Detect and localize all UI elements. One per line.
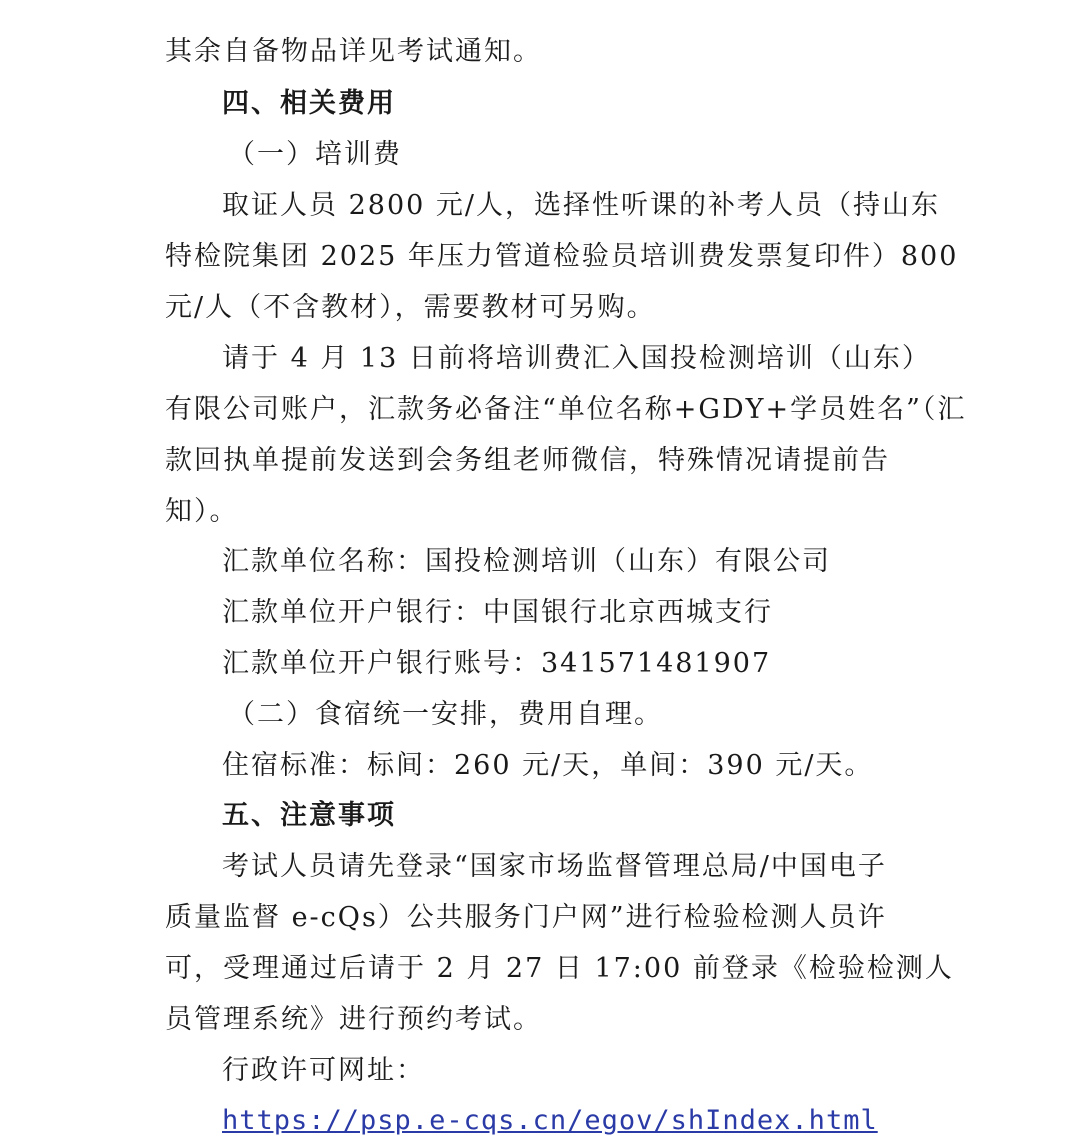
text-line-notes-4: 员管理系统》进行预约考试。 bbox=[165, 1004, 542, 1035]
text-line-payee-account: 汇款单位开户银行账号：341571481907 bbox=[222, 648, 772, 679]
text-line-payee-bank: 汇款单位开户银行：中国银行北京西城支行 bbox=[222, 597, 773, 628]
text-line-supplies: 其余自备物品详见考试通知。 bbox=[165, 36, 542, 67]
text-line-payment-4: 知）。 bbox=[165, 496, 239, 527]
section-heading-notes: 五、注意事项 bbox=[222, 800, 396, 831]
text-line-payee-name: 汇款单位名称：国投检测培训（山东）有限公司 bbox=[222, 546, 831, 577]
text-line-lodging-standard: 住宿标准：标间：260 元/天，单间：390 元/天。 bbox=[222, 750, 874, 781]
subheading-training-fee: （一）培训费 bbox=[228, 139, 402, 170]
text-line-payment-3: 款回执单提前发送到会务组老师微信，特殊情况请提前告 bbox=[165, 445, 890, 476]
text-line-notes-2: 质量监督 e-cQs）公共服务门户网”进行检验检测人员许 bbox=[165, 902, 887, 933]
text-line-payment-1: 请于 4 月 13 日前将培训费汇入国投检测培训（山东） bbox=[222, 343, 931, 374]
subheading-board-lodging: （二）食宿统一安排，费用自理。 bbox=[228, 699, 663, 730]
text-line-payment-2: 有限公司账户，汇款务必备注“单位名称+GDY+学员姓名”（汇 bbox=[165, 394, 967, 425]
admin-license-url-link[interactable]: https://psp.e-cqs.cn/egov/shIndex.html bbox=[222, 1105, 878, 1136]
text-line-notes-1: 考试人员请先登录“国家市场监督管理总局/中国电子 bbox=[222, 851, 887, 882]
text-line-fee-3: 元/人（不含教材），需要教材可另购。 bbox=[165, 292, 656, 323]
text-line-fee-2: 特检院集团 2025 年压力管道检验员培训费发票复印件）800 bbox=[165, 241, 959, 272]
text-line-notes-3: 可，受理通过后请于 2 月 27 日 17:00 前登录《检验检测人 bbox=[165, 953, 954, 984]
section-heading-fees: 四、相关费用 bbox=[222, 88, 396, 119]
text-line-url-label: 行政许可网址： bbox=[222, 1055, 425, 1086]
text-line-fee-1: 取证人员 2800 元/人，选择性听课的补考人员（持山东 bbox=[222, 190, 940, 221]
